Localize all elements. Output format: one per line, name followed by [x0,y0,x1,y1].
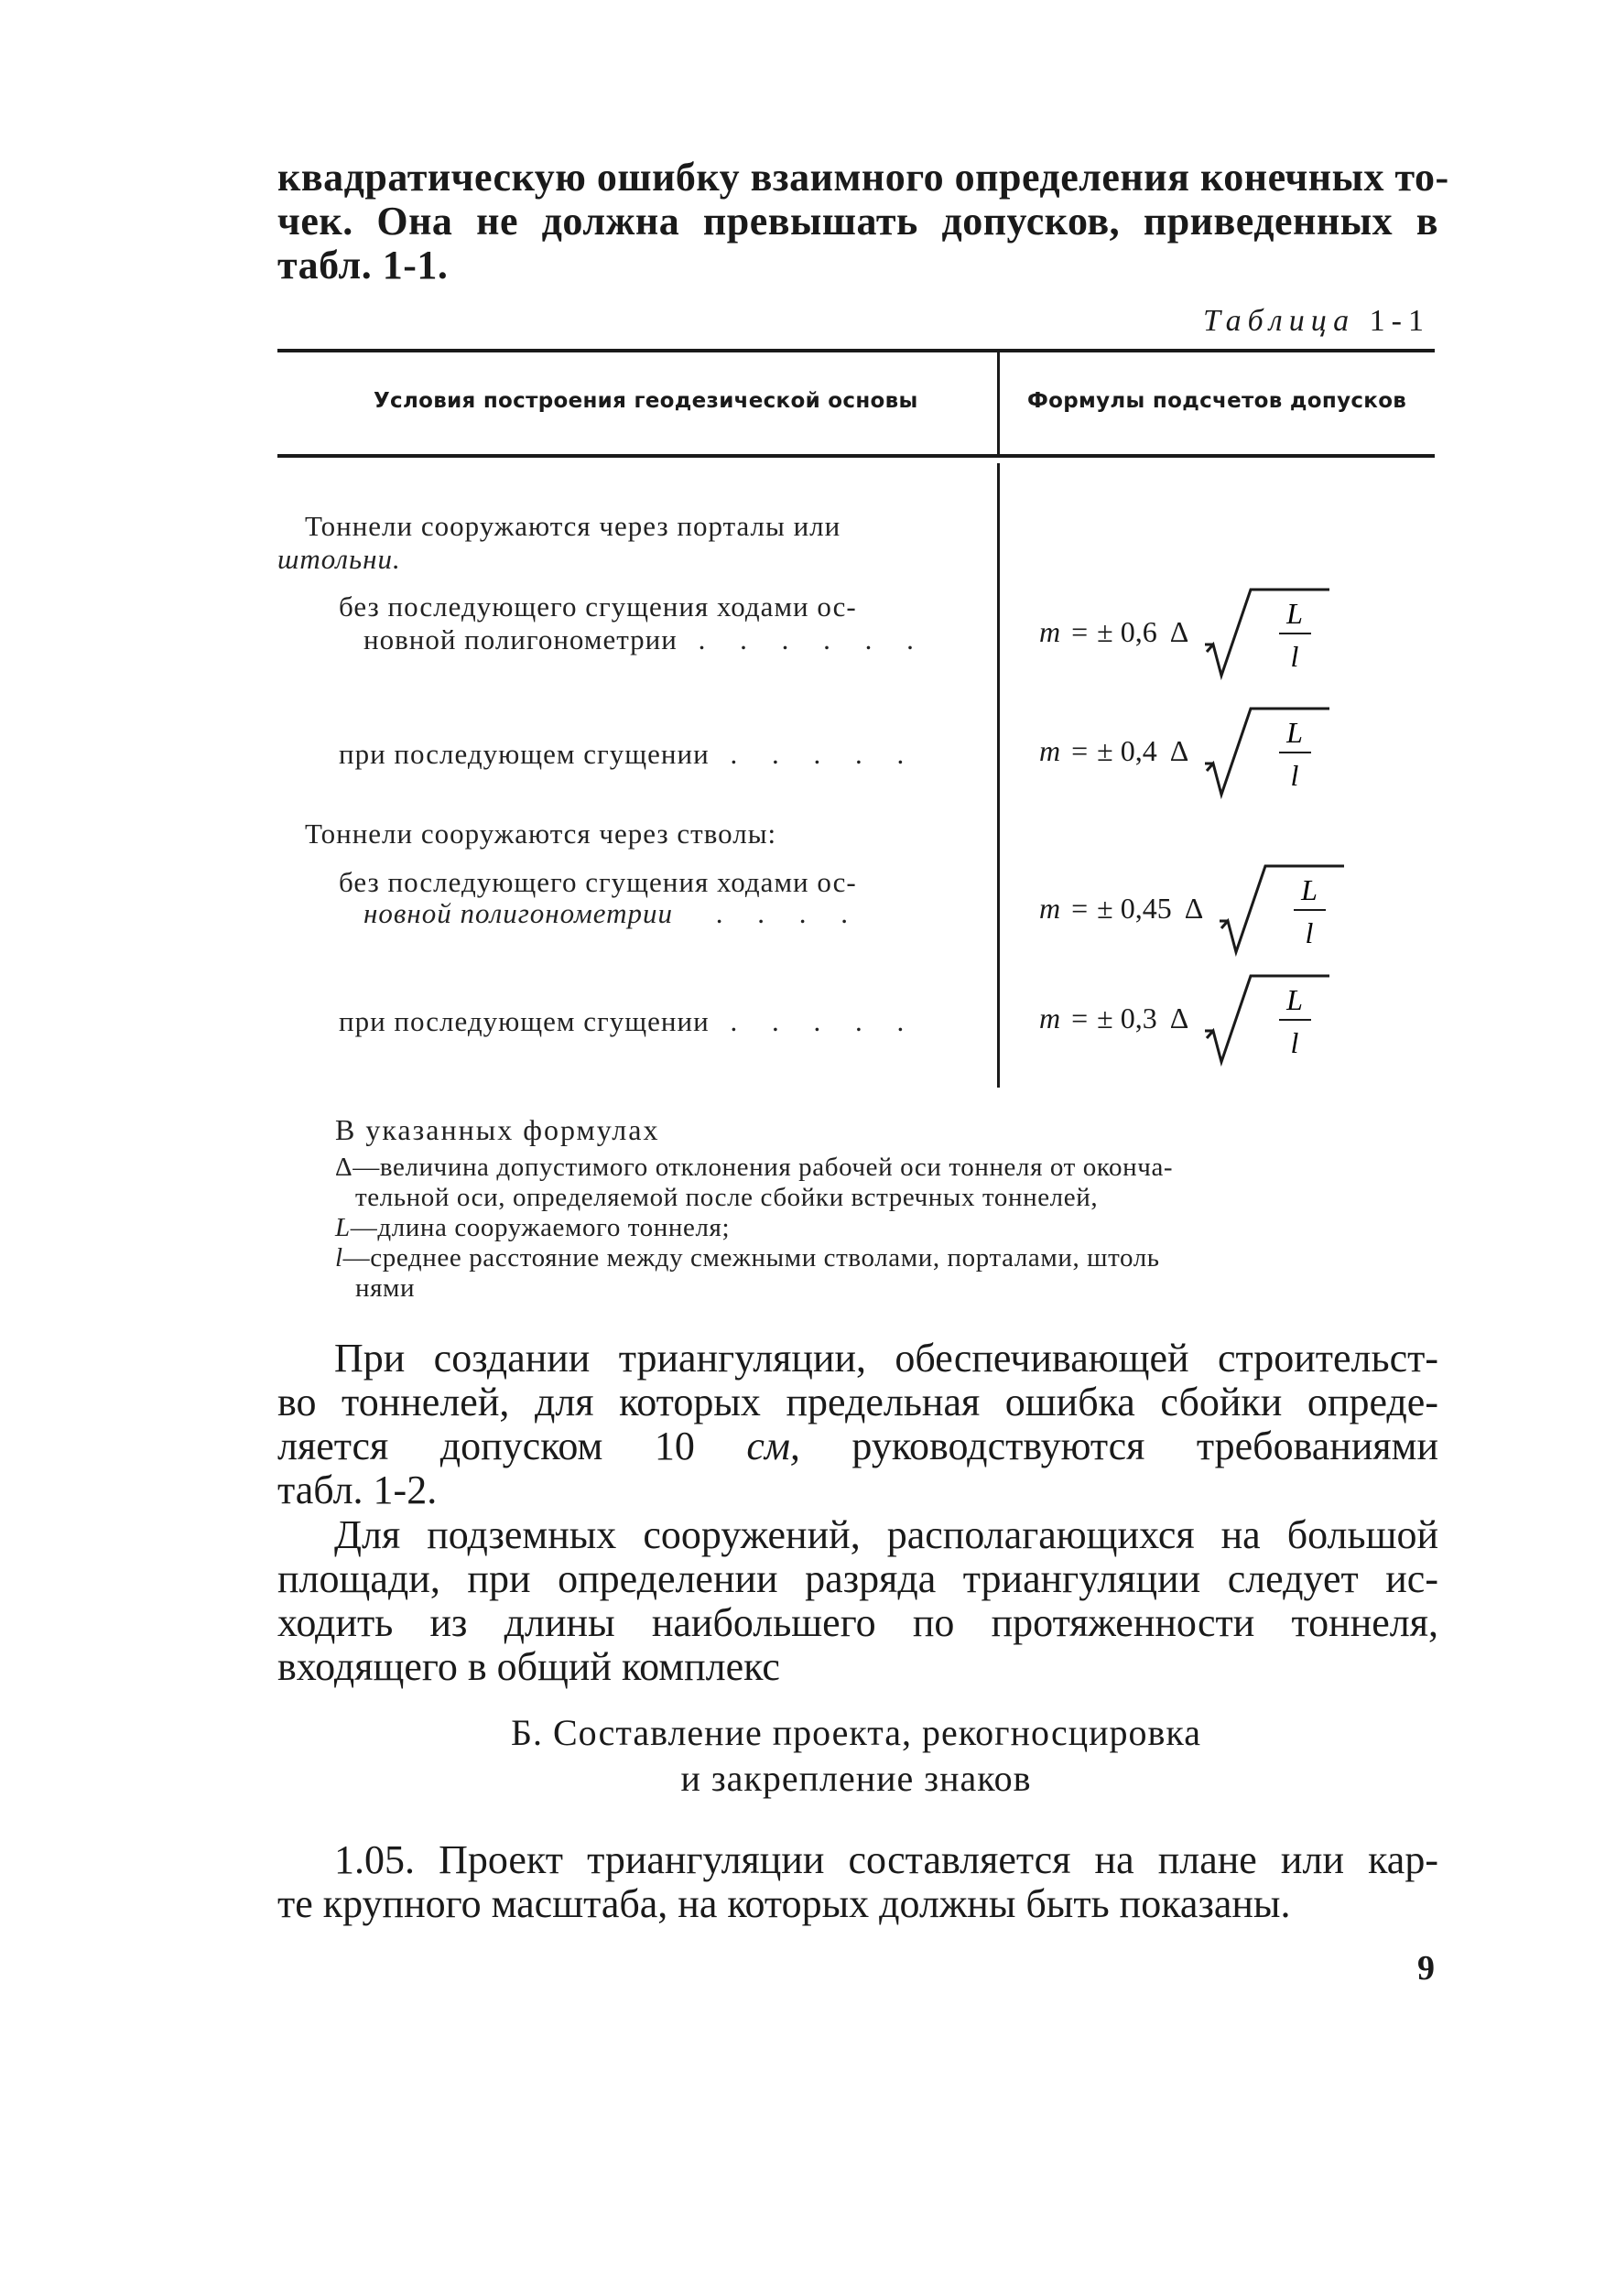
table-header-formulas: Формулы подсчетов допусков [1027,389,1407,413]
fraction-denominator: l [1290,1026,1299,1059]
para2-line-2: во тоннелей, для которых предельная ошибка сбойки опреде- [277,1380,1438,1424]
fraction-denominator: l [1290,759,1299,792]
table-header-rule [277,454,1435,458]
row3-condition-a: без последующего сгущения ходами ос- [339,866,857,898]
fraction-denominator: l [1305,916,1314,949]
section-heading-line-2: и закрепление знаков [680,1758,1032,1799]
intro-line-2: чек. Она не должна превышать допусков, приведенных в [277,199,1438,244]
row3-condition-b: новной полигонометрии . . . . [363,897,862,929]
intro-line-3: табл. 1-1. [277,243,449,287]
note-l-cont: нями [355,1273,416,1303]
row1-condition-b: новной полигонометрии . . . . . . [363,623,927,655]
para3-line-2: площади, при определении разряда триангуляции следует ис- [277,1556,1438,1601]
group1-title-cont: штольни. [277,543,401,575]
fraction-denominator: l [1290,640,1299,673]
table-header-conditions: Условия построения геодезической основы [374,389,918,413]
notes-heading: В указанных формулах [335,1113,660,1146]
paragraph-underground-structures [277,1513,1438,1689]
formula-delta: Δ [1169,733,1189,767]
group2-title: Тоннели сооружаются через стволы: [305,818,777,850]
para2-line-1: При создании триангуляции, обеспечивающей строительст- [334,1336,1438,1381]
row4-leader-dots: . . . . . [730,1005,918,1037]
formula-row-4 [1039,967,1339,1069]
fraction-numerator: L [1286,716,1304,749]
formula-notes [335,1115,1434,1304]
paragraph-project [277,1838,1438,1926]
formula-row-3 [1039,857,1353,959]
para4-line-1: 1.05. Проект триангуляции составляется на плане или кар- [334,1837,1438,1882]
note-delta: Δ—величина допустимого отклонения рабочей оси тоннеля от оконча- [335,1153,1174,1182]
intro-line-1: квадратическую ошибку взаимного определения конечных то- [277,155,1449,200]
intro-paragraph [277,155,1449,287]
fraction-numerator: L [1286,983,1304,1016]
formula-row-2 [1039,699,1339,802]
para3-line-1: Для подземных сооружений, располагающихся на большой [334,1512,1438,1557]
square-root-fraction [1201,580,1339,683]
para3-line-3: ходить из длины наибольшего по протяженности тоннеля, [277,1600,1438,1645]
formula-coefficient: ± 0,4 [1097,733,1157,767]
formula-coefficient: ± 0,45 [1097,891,1172,925]
square-root-fraction [1201,699,1339,802]
note-l: l—среднее расстояние между смежными стволами, порталами, штоль [335,1243,1160,1273]
section-heading-line-1: Б. Составление проекта, рекогносцировка [510,1712,1202,1753]
row4-condition: при последующем сгущении . . . . . [339,1005,918,1037]
para3-line-4: входящего в общий комплекс [277,1644,780,1689]
fraction-numerator: L [1286,597,1304,630]
page-number: 9 [1417,1949,1435,1987]
row1-condition-a: без последующего сгущения ходами ос- [339,590,857,623]
table-caption-number: 1-1 [1369,304,1430,338]
table-header-divider [997,352,1000,454]
note-delta-cont: тельной оси, определяемой после сбойки встречных тоннелей, [355,1183,1099,1212]
para2-line-4: табл. 1-2. [277,1467,438,1512]
table-top-rule [277,349,1435,352]
formula-coefficient: ± 0,3 [1097,1001,1157,1034]
formula-symbol: m [1039,891,1061,925]
square-root-fraction [1201,967,1339,1069]
formula-symbol: m [1039,733,1061,767]
table-caption-word: Таблица [1202,304,1356,338]
formula-delta: Δ [1169,614,1189,648]
row2-condition: при последующем сгущении . . . . . [339,738,918,770]
row2-leader-dots: . . . . . [730,738,918,770]
para2-line-3: ляется допуском 10 см, руководствуются требованиями [277,1424,1439,1468]
table-body-divider [997,463,1000,1088]
formula-symbol: m [1039,1001,1061,1034]
paragraph-triangulation-tolerance [277,1337,1438,1512]
note-L: L—длина сооружаемого тоннеля; [335,1213,731,1242]
formula-equals: = [1071,1001,1089,1034]
square-root-fraction [1216,857,1353,959]
formula-row-1 [1039,580,1339,683]
group1-title: Тоннели сооружаются через порталы или [305,510,841,542]
formula-coefficient: ± 0,6 [1097,614,1157,648]
formula-equals: = [1071,614,1089,648]
formula-equals: = [1071,891,1089,925]
row3-leader-dots: . . . . [715,897,862,929]
formula-equals: = [1071,733,1089,767]
para4-line-2: те крупного масштаба, на которых должны быть показаны. [277,1881,1291,1926]
formula-delta: Δ [1169,1001,1189,1034]
fraction-numerator: L [1301,873,1318,906]
formula-symbol: m [1039,614,1061,648]
table-caption [1203,304,1430,339]
row1-leader-dots: . . . . . . [698,623,927,655]
formula-delta: Δ [1184,891,1204,925]
section-heading [277,1710,1435,1802]
